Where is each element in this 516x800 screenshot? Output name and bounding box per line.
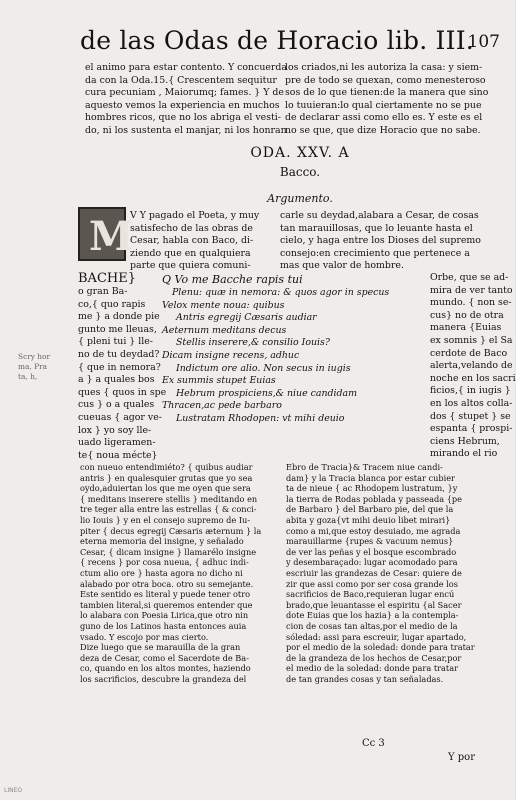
text-line: dos { stupet } se xyxy=(430,410,511,422)
text-line: espanta { prospi- xyxy=(430,423,513,435)
text-line: cueuas { agor ve- xyxy=(78,411,162,423)
verse-line: Stellis inserere,& consilio Iouis? xyxy=(176,337,330,349)
text-line: guno de los Latinos hasta entonces auia xyxy=(80,620,247,631)
text-line: hombres ricos, que no los abriga el vesti- xyxy=(85,112,281,124)
margin-note: ta, h, xyxy=(18,372,38,381)
text-line: gunto me lleuas, xyxy=(78,323,157,335)
commentary-right-column xyxy=(430,272,516,461)
ode-subtitle: Bacco. xyxy=(279,165,321,179)
ode-title: ODA. XXV. A xyxy=(250,145,350,161)
text-line: no se que, que dize Horacio que no sabe. xyxy=(285,124,481,136)
text-line: vsado. Y escojo por mas cierto. xyxy=(80,631,209,642)
argument-title: Argumento. xyxy=(267,192,333,205)
verse-line: Indictum ore alio. Non secus in iugis xyxy=(176,362,351,374)
text-line: de tan grandes cosas y tan señaladas. xyxy=(286,673,444,684)
text-line: V Y pagado el Poeta, y muy xyxy=(130,210,260,221)
text-line: Cesar, { dicam insigne } llamarélo insigne xyxy=(80,546,257,557)
text-line: los criados,ni les autoriza la casa: y siem- xyxy=(285,62,483,73)
text-line: mundo. { non se- xyxy=(430,297,512,309)
text-line: marauillarme {rupes & vacuum nemus} xyxy=(286,536,454,547)
text-line: cus} no de otra xyxy=(430,309,504,321)
text-line: cielo, y haga entre los Dioses del supremo xyxy=(280,235,481,247)
page-number: 107 xyxy=(467,32,500,52)
text-line: satisfecho de las obras de xyxy=(130,222,253,234)
margin-note: Scry hor xyxy=(18,352,51,361)
text-line: los sacrificios, descubre la grandeza del xyxy=(80,673,247,684)
header-title: de las Odas de Horacio lib. III. xyxy=(80,26,474,55)
text-line: Este sentido es literal y puede tener otro xyxy=(80,589,251,600)
signature-mark: Cc 3 xyxy=(362,738,385,749)
verse-line: Hebrum prospiciens,& niue candidam xyxy=(176,387,357,399)
text-line: a } a quales bos xyxy=(78,374,155,386)
text-line: BACHE} xyxy=(78,271,136,286)
text-line: ex somnis } el Sa xyxy=(430,334,513,346)
text-line: deza de Cesar, como el Sacerdote de Ba- xyxy=(80,652,249,663)
text-line: alerta,velando de xyxy=(430,360,513,372)
text-line: tambien literal,si queremos entender que xyxy=(80,599,253,610)
text-line: Cesar, habla con Baco, di- xyxy=(130,235,254,247)
text-line: noche en los sacri xyxy=(430,372,516,384)
text-line: mirando el rio xyxy=(430,448,498,460)
text-line: tan marauillosas, que lo leuante hasta el xyxy=(280,222,473,234)
text-line: { recens } por cosa nueua, { adhuc indi- xyxy=(80,557,249,568)
text-line: escriuir las grandezas de Cesar: quiere de xyxy=(286,567,462,578)
verse-line: Thracen,ac pede barbaro xyxy=(162,400,282,412)
text-line: el medio de la soledad: donde para tratar xyxy=(286,663,459,674)
text-line: o gran Ba- xyxy=(78,286,128,297)
text-line: pre de todo se quexan, como menesteroso xyxy=(285,74,486,86)
text-line: tre teger alla entre las estrellas { & conci- xyxy=(80,504,257,515)
text-line: de ver las peñas y el bosque escombrado xyxy=(286,546,457,557)
text-line: cus } o a quales xyxy=(78,399,155,411)
text-line: Dize luego que se marauilla de la gran xyxy=(80,642,241,653)
verse-line: Plenu: quæ in nemora: & quos agor in specus xyxy=(172,287,390,298)
text-line: sóledad: assi para escreuir, lugar apartado, xyxy=(286,631,467,642)
text-line: Orbe, que se ad- xyxy=(430,272,509,283)
text-line: manera {Euias xyxy=(430,322,502,334)
text-line: ciens Hebrum, xyxy=(430,435,500,447)
text-line: con nueuo entendimiéto? { quibus audiar xyxy=(80,462,253,472)
running-header xyxy=(80,22,500,56)
text-line: { meditans inserere stellis } meditando en xyxy=(80,493,258,504)
text-line: ziendo que en qualquiera xyxy=(130,247,251,259)
text-line: cion de cosas tan altas,por el medio de la xyxy=(286,620,458,631)
verse-line: Velox mente noua: quibus xyxy=(162,299,285,311)
latin-verse xyxy=(162,272,437,426)
text-line: mas que valor de hombre. xyxy=(280,260,404,272)
argument-right xyxy=(280,210,488,273)
text-line: de Barbaro } del Barbaro pie, del que la xyxy=(286,504,454,515)
catchword: Y por xyxy=(448,752,475,763)
bottom-right-text xyxy=(286,462,490,684)
verse-line: Antris egregij Cæsaris audiar xyxy=(176,312,317,324)
text-line: ctum alio ore } hasta agora no dicho ni xyxy=(80,567,243,578)
text-line: oydo,aduiertan los que me oyen que sera xyxy=(80,483,251,494)
text-line: cura pecuniam , Maiorumq; fames. } Y de xyxy=(85,87,284,99)
text-line: { pleni tui } lle- xyxy=(78,336,153,348)
text-line: carle su deydad,alabara a Cesar, de cosas xyxy=(280,210,479,221)
text-line: eterna memoria del insigne, y señalado xyxy=(80,536,244,547)
watermark: LINEO xyxy=(4,787,23,794)
text-line: lo tuuieran:lo qual ciertamente no se pue xyxy=(285,99,482,111)
text-line: me } a donde pie xyxy=(78,311,160,323)
verse-line: Dicam insigne recens, adhuc xyxy=(162,349,300,361)
verse-line: Ex summis stupet Euias xyxy=(162,375,276,387)
commentary-left-column xyxy=(78,271,167,462)
text-line: de declarar assi como ello es. Y este es el xyxy=(285,112,483,124)
text-line: abita y goza{vt mihi deuio libet mirari} xyxy=(286,514,451,525)
text-line: do, ni los sustenta el manjar, ni los honran xyxy=(85,124,287,136)
text-line: uado ligeramen- xyxy=(78,437,156,449)
initial-letter: M xyxy=(89,213,134,260)
text-line: lox } yo soy lle- xyxy=(78,424,152,436)
text-line: ficios,{ in iugis } xyxy=(430,385,511,397)
text-line: sacrificios de Baco,requieran lugar encú xyxy=(286,589,455,600)
text-line: alabado por otra boca. otro su semejante. xyxy=(80,578,254,589)
text-line: dam} y la Tracia blanca por estar cubier xyxy=(286,472,455,483)
text-line: como a mi,que estoy desuiado, me agrada xyxy=(286,525,461,536)
text-line: aquesto vemos la experiencia en muchos xyxy=(85,99,280,111)
text-line: piter { decus egregij Cæsaris æternum } la xyxy=(80,525,262,536)
text-line: co,{ quo rapis xyxy=(78,298,146,310)
text-line: en los altos colla- xyxy=(430,397,513,409)
text-line: dote Euias que los hazia} a la contempla- xyxy=(286,610,459,621)
text-line: el animo para estar contento. Y concuerda xyxy=(85,62,287,73)
text-line: co, quando en los altos montes, haziendo xyxy=(80,663,251,674)
left-margin-notes xyxy=(18,352,66,382)
text-line: y desembaraçado: lugar acomodado para xyxy=(286,557,458,568)
verse-line: Q Vo me Bacche rapis tui xyxy=(162,273,303,286)
verse-line: Lustratam Rhodopen: vt mihi deuio xyxy=(176,412,345,424)
margin-note: ma, Pra xyxy=(18,362,48,371)
text-line: lo alabara con Poesia Lirica,que otro nin xyxy=(80,610,249,621)
decorated-initial xyxy=(78,207,134,261)
text-line: consejo:en crecimiento que pertenece a xyxy=(280,247,470,259)
text-line: { que in nemora? xyxy=(78,361,161,373)
text-line: ta de nieue { ac Rhodopem lustratum, }y xyxy=(286,483,458,494)
text-line: de la grandeza de los hechos de Cesar,por xyxy=(286,652,462,663)
bottom-left-text xyxy=(80,462,276,684)
text-line: lio Iouis } y en el consejo supremo de Iu- xyxy=(80,514,251,525)
text-line: ques { quos in spe xyxy=(78,386,167,398)
text-line: zir que assi como por ser cosa grande los xyxy=(286,578,458,589)
text-line: Ebro de Tracia}& Tracem niue candi- xyxy=(286,462,443,472)
top-left-text xyxy=(85,62,287,138)
text-line: parte que quiera comuni- xyxy=(130,260,251,272)
text-line: por el medio de la soledad: donde para tratar xyxy=(286,642,475,653)
text-line: no de tu deydad? xyxy=(78,348,160,360)
text-line: te{ noua mécte} xyxy=(78,449,158,461)
verse-line: Aeternum meditans decus xyxy=(162,324,287,336)
text-line: mira de ver tanto xyxy=(430,284,513,296)
text-line: da con la Oda.15.{ Crescentem sequitur xyxy=(85,74,277,86)
text-line: antris } en qualesquier grutas que yo sea xyxy=(80,472,253,483)
text-line: sos de lo que tienen:de la manera que sino xyxy=(285,87,489,99)
text-line: la tierra de Rodas poblada y passeada {pe xyxy=(286,493,463,504)
top-right-text xyxy=(285,62,487,138)
text-line: cerdote de Baco xyxy=(430,347,508,359)
argument-left xyxy=(130,210,272,273)
text-line: brado,que leuantasse el espiritu {al Sacer xyxy=(286,599,462,610)
